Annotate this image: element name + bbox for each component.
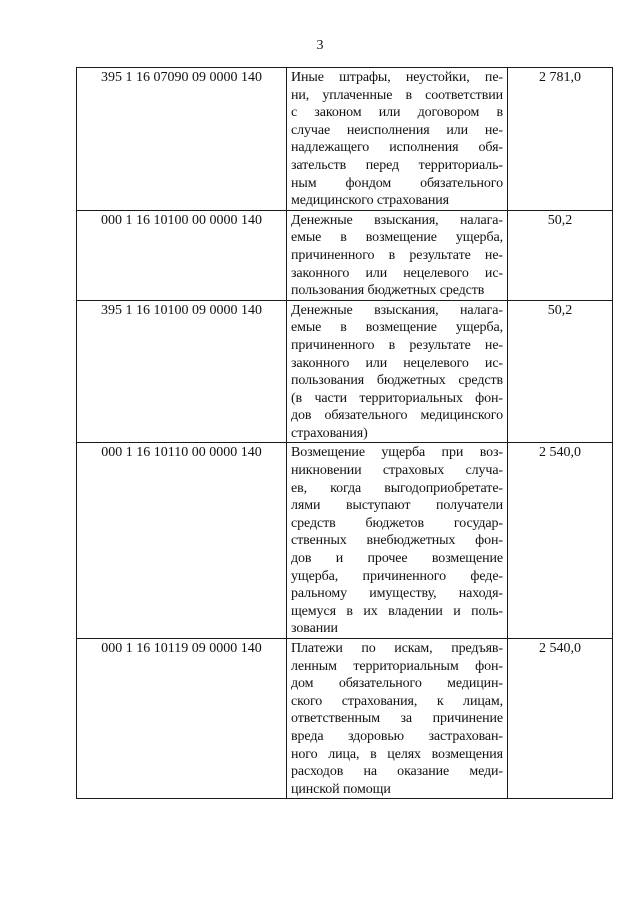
amount-value: 2 540,0 (508, 443, 613, 639)
page-number: 3 (316, 38, 324, 53)
table-row (77, 210, 613, 300)
budget-classification-code: 000 1 16 10110 00 0000 140 (77, 443, 287, 639)
description-line: причиненного в результате не- (291, 247, 503, 263)
table-row (77, 300, 613, 443)
description-line: с законом или договором в (291, 105, 503, 121)
description-line: ев, когда выгодоприобретате- (291, 480, 503, 496)
revenue-description (287, 68, 508, 211)
description-line: Иные штрафы, неустойки, пе- (291, 70, 503, 85)
description-line: Денежные взыскания, налага- (291, 302, 503, 318)
description-line: ральному имуществу, находя- (291, 586, 503, 602)
description-line: цинской помощи (291, 781, 391, 797)
budget-classification-code: 395 1 16 10100 09 0000 140 (77, 300, 287, 443)
description-line: ленным территориальным фон- (291, 658, 503, 674)
description-line: медицинского страхования (291, 193, 450, 209)
description-line: пользования бюджетных средств (291, 283, 485, 299)
table-row (77, 443, 613, 639)
description-line: зательств перед территориаль- (291, 157, 503, 173)
description-line: щемуся в их владении и поль- (291, 603, 503, 619)
table-row (77, 68, 613, 211)
table-body (77, 68, 613, 799)
revenue-description (287, 443, 508, 639)
description-line: надлежащего исполнения обя- (291, 140, 503, 156)
description-line: ного лица, в целях возмещения (291, 746, 503, 762)
description-line: никновении страховых случа- (291, 463, 503, 479)
description-line: ответственным за причинение (291, 711, 503, 727)
description-line: средств бюджетов государ- (291, 515, 503, 531)
description-line: дом обязательного медицин- (291, 676, 503, 692)
amount-value: 50,2 (508, 300, 613, 443)
budget-classification-code: 000 1 16 10119 09 0000 140 (77, 639, 287, 799)
description-line: вреда здоровью застрахован- (291, 728, 503, 744)
description-line: (в части территориальных фон- (291, 390, 503, 406)
description-line: дов и прочее возмещение (291, 551, 503, 567)
revenue-description (287, 210, 508, 300)
amount-value: 2 781,0 (508, 68, 613, 211)
description-line: дов обязательного медицинского (291, 408, 503, 424)
description-line: лями выступают получатели (291, 498, 503, 514)
budget-classification-code: 395 1 16 07090 09 0000 140 (77, 68, 287, 211)
table-row (77, 639, 613, 799)
description-line: ни, уплаченные в соответствии (291, 87, 503, 103)
description-line: емые в возмещение ущерба, (291, 230, 503, 246)
description-line: емые в возмещение ущерба, (291, 320, 503, 336)
amount-value: 50,2 (508, 210, 613, 300)
description-line: ущерба, причиненного феде- (291, 568, 503, 584)
description-line: случае неисполнения или не- (291, 122, 503, 138)
description-line: причиненного в результате не- (291, 337, 503, 353)
description-line: зовании (291, 621, 338, 637)
budget-revenue-table (76, 67, 613, 799)
description-line: Денежные взыскания, налага- (291, 212, 503, 228)
description-line: Платежи по искам, предъяв- (291, 641, 503, 656)
description-line: законного или нецелевого ис- (291, 355, 503, 371)
description-line: пользования бюджетных средств (291, 373, 503, 389)
amount-value: 2 540,0 (508, 639, 613, 799)
description-line: законного или нецелевого ис- (291, 265, 503, 281)
description-line: страхования) (291, 425, 368, 441)
revenue-description (287, 300, 508, 443)
description-line: Возмещение ущерба при воз- (291, 445, 503, 461)
description-line: ственных внебюджетных фон- (291, 533, 503, 549)
budget-classification-code: 000 1 16 10100 00 0000 140 (77, 210, 287, 300)
revenue-description (287, 639, 508, 799)
description-line: расходов на оказание меди- (291, 764, 503, 780)
description-line: ского страхования, к лицам, (291, 693, 503, 709)
description-line: ным фондом обязательного (291, 175, 503, 191)
